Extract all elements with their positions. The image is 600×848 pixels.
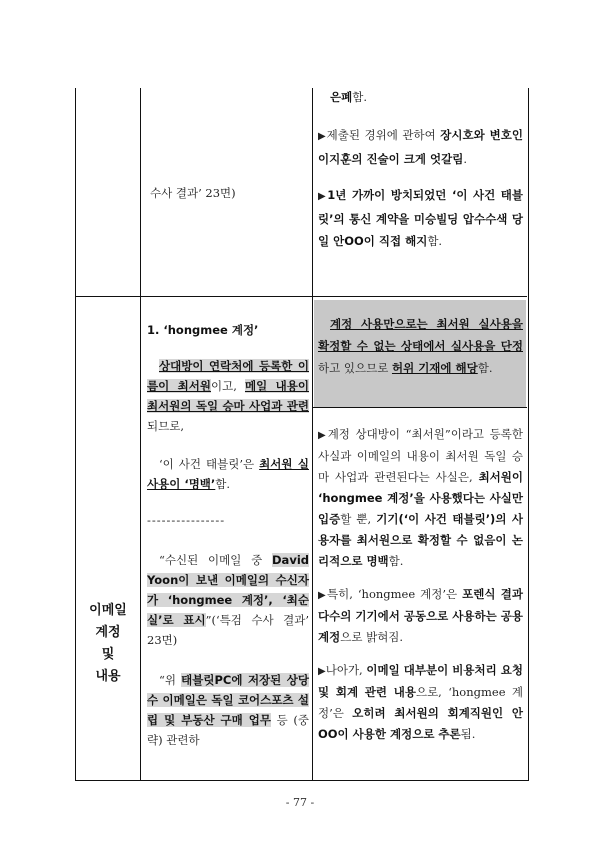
bullet-paragraph: ▶1년 가까이 방치되었던 ‘이 사건 태블릿’의 통신 계약을 미승빌딩 압수수색 당일 안OO이 직접 해지함. bbox=[318, 188, 523, 248]
table-column-divider bbox=[312, 88, 313, 780]
table-cell-divider bbox=[312, 407, 527, 408]
paragraph: ‘이 사건 태블릿’은 최서원 실사용이 ‘명백’함. bbox=[147, 457, 309, 491]
quote-paragraph: “위 태블릿PC에 저장된 상당수 이메일은 독일 코어스포츠 설립 및 부동산 구매 업무 등 (중략) 관련하 bbox=[147, 673, 309, 747]
top-right-cell: 은폐함. ▶제출된 경위에 관하여 장시호와 변호인 이지훈의 진술이 크게 엇갈림. ▶1년 가까이 방치되었던 ‘이 사건 태블릿’의 통신 계약을 미승빌딩 압수수색 당일 안OO이 직접 해지함. bbox=[318, 86, 523, 252]
bullet-paragraph: ▶제출된 경위에 관하여 장시호와 변호인 이지훈의 진술이 크게 엇갈림. bbox=[318, 128, 523, 166]
table-column-divider bbox=[140, 88, 141, 780]
quote-paragraph: “수신된 이메일 중 David Yoon이 보낸 이메일의 수신자가 ‘hongmee 계정’, ‘최순실’로 표시”(‘특검 수사 결과’ 23면) bbox=[147, 553, 309, 647]
grey-cell-text: 계정 사용만으로는 최서원 실사용을 확정할 수 없는 상태에서 실사용을 단정하고 있으므로 허위 기재에 해당함. bbox=[318, 317, 523, 375]
top-middle-cell: 수사 결과’ 23면) bbox=[150, 186, 236, 200]
bullet-paragraph: ▶특히, ‘hongmee 계정’은 포렌식 결과 다수의 기기에서 공동으로 사용하는 공용 계정으로 밝혀짐. bbox=[318, 587, 523, 644]
bullet-paragraph: ▶나아가, 이메일 대부분이 비용처리 요청 및 회계 관련 내용으로, ‘hongmee 계정’은 오히려 최서원의 회계직원인 안OO이 사용한 계정으로 추론됨. bbox=[318, 663, 523, 741]
row-label: 이메일 계정 및 내용 bbox=[89, 603, 127, 684]
right-column-cell bbox=[318, 424, 523, 745]
page-number: - 77 - bbox=[285, 796, 315, 809]
section-heading: 1. ‘hongmee 계정’ bbox=[147, 323, 259, 337]
dash-divider: ---------------- bbox=[147, 513, 226, 527]
paragraph: 상대방이 연락처에 등록한 이름이 최서원이고, 메일 내용이 최서원의 독일 승마 사업과 관련되므로, bbox=[147, 359, 309, 433]
bullet-paragraph: ▶계정 상대방이 “최서원”이라고 등록한 사실과 이메일의 내용이 최서원 독일 승마 사업과 관련된다는 사실은, 최서원이 ‘hongmee 계정’을 사용했다는 사실만 입증할 뿐, 기기(‘이 사건 태블릿’)의 사용자를 최서원으로 확정할 수 없음이 논리적으로 명백함. bbox=[318, 427, 523, 568]
middle-column-cell bbox=[147, 320, 309, 750]
table-row-divider bbox=[75, 296, 527, 297]
